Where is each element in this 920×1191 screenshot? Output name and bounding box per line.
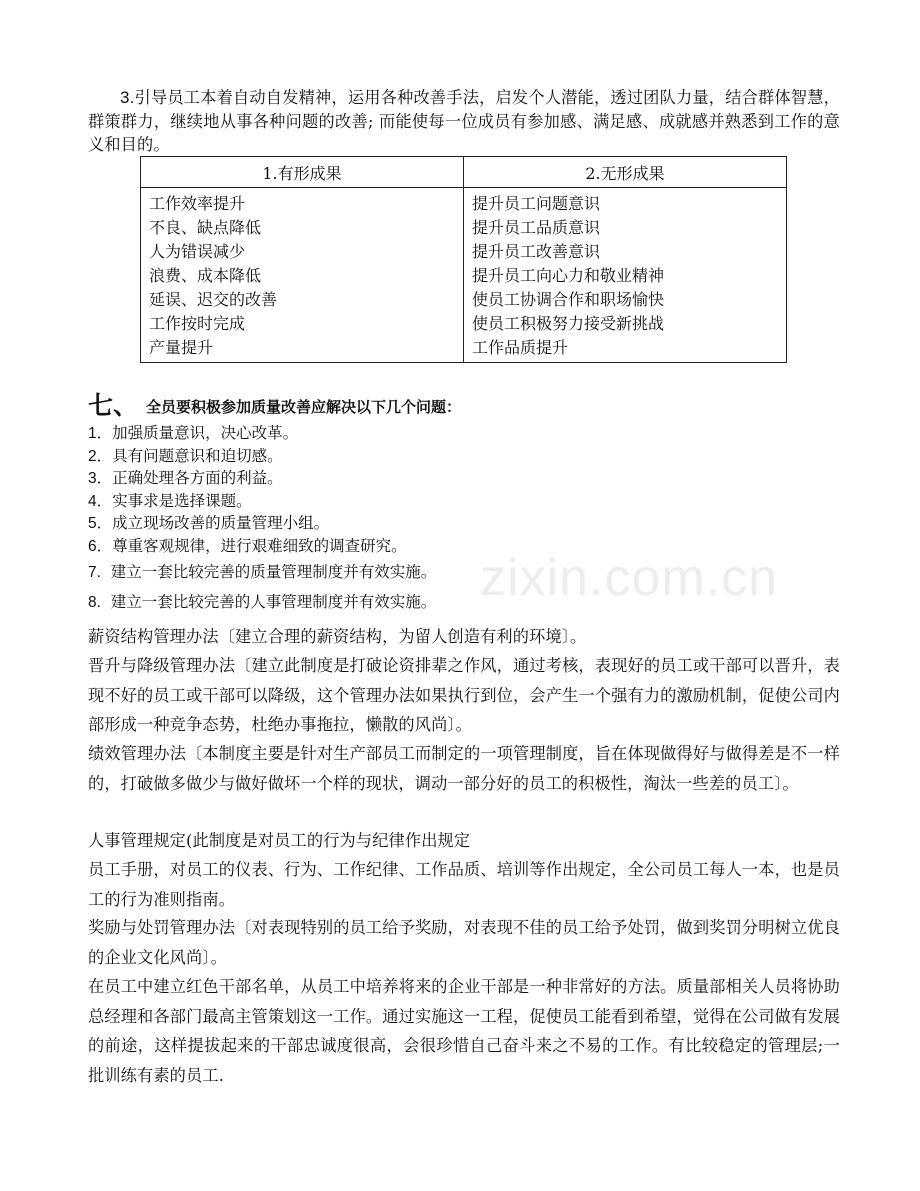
intro-text: 引导员工本着自动自发精神，运用各种改善手法，启发个人潜能，透过团队力量，结合群体智慧，群策群力，继续地从事各种问题的改善; 而能使每一位成员有参加感、满足感、成就感并熟悉到工作的意义和目的。 (88, 88, 840, 154)
list-item: 8. 建立一套比较完善的人事管理制度并有效实施。 (88, 593, 437, 611)
intangible-result-item: 提升员工问题意识 (472, 194, 601, 213)
intangible-result-item: 提升员工向心力和敬业精神 (472, 266, 665, 285)
watermark: zixin.com.cn (480, 549, 779, 607)
list-item: 2．具有问题意识和迫切感。 (88, 446, 283, 465)
intangible-result-item: 使员工积极努力接受新挑战 (472, 314, 665, 333)
promotion-paragraph: 晋升与降级管理办法〔建立此制度是打破论资排辈之作风，通过考核，表现好的员工或干部可以晋升，表现不好的员工或干部可以降级，这个管理办法如果执行到位，会产生一个强有力的激励机制，促使公司内部形成一种竞争态势，杜绝办事拖拉，懒散的风尚〕。 (88, 656, 840, 734)
list-item: 4．实事求是选择课题。 (88, 491, 252, 510)
intangible-result-item: 提升员工品质意识 (472, 218, 601, 237)
tangible-result-item: 人为错误减少 (149, 242, 246, 261)
rewards-paragraph: 奖励与处罚管理办法〔对表现特别的员工给予奖励，对表现不佳的员工给予处罚，做到奖罚分明树立优良的企业文化风尚〕。 (88, 918, 840, 967)
tangible-result-item: 浪费、成本降低 (149, 266, 262, 285)
intro-number: 3. (120, 88, 135, 107)
hr-rules-paragraph: 人事管理规定(此制度是对员工的行为与纪律作出规定 (88, 831, 471, 850)
results-table-body-row (141, 188, 787, 363)
tangible-results-header: 1.有形成果 (141, 157, 464, 188)
intangible-result-item: 使员工协调合作和职场愉快 (472, 290, 665, 309)
tangible-result-item: 产量提升 (149, 338, 214, 357)
list-item: 5．成立现场改善的质量管理小组。 (88, 514, 330, 532)
handbook-paragraph: 员工手册，对员工的仪表、行为、工作纪律、工作品质、培训等作出规定，全公司员工每人一本，也是员工的行为准则指南。 (88, 860, 840, 909)
intangible-result-item: 工作品质提升 (472, 338, 569, 357)
intro-paragraph (88, 86, 840, 157)
list-item: 1．加强质量意识，决心改革。 (88, 424, 299, 442)
tangible-results-cell (141, 188, 464, 363)
results-table-header-row (141, 157, 787, 188)
tangible-result-item: 工作按时完成 (149, 314, 246, 333)
section-title: 全员要积极参加质量改善应解决以下几个问题： (146, 398, 462, 416)
intangible-results-cell (464, 188, 787, 363)
list-item: 7. 建立一套比较完善的质量管理制度并有效实施。 (88, 563, 437, 581)
section-number: 七、 (88, 391, 139, 420)
performance-paragraph: 绩效管理办法〔本制度主要是针对生产部员工而制定的一项管理制度，旨在体现做得好与做得差是不一样的，打破做多做少与做好做坏一个样的现状，调动一部分好的员工的积极性，淘汰一些差的员工〕。 (88, 744, 840, 793)
list-item: 3．正确处理各方面的利益。 (88, 469, 283, 487)
intangible-result-item: 提升员工改善意识 (472, 242, 601, 261)
cadre-paragraph: 在员工中建立红色干部名单，从员工中培养将来的企业干部是一种非常好的方法。质量部相关人员将协助总经理和各部门最高主管策划这一工作。通过实施这一工程，促使员工能看到希望，觉得在公司做有发展的前途，这样提拔起来的干部忠诚度很高，会很珍惜自己奋斗来之不易的工作。有比较稳定的管理层;一批训练有素的员工. (88, 977, 840, 1085)
list-item: 6．尊重客观规律，进行艰难细致的调查研究。 (88, 536, 407, 555)
tangible-result-item: 工作效率提升 (149, 194, 246, 213)
tangible-result-item: 延误、迟交的改善 (149, 290, 278, 309)
intangible-results-header: 2.无形成果 (464, 157, 787, 188)
tangible-result-item: 不良、缺点降低 (149, 218, 262, 237)
results-table (140, 156, 787, 363)
salary-paragraph: 薪资结构管理办法〔建立合理的薪资结构，为留人创造有利的环境〕。 (88, 627, 587, 646)
